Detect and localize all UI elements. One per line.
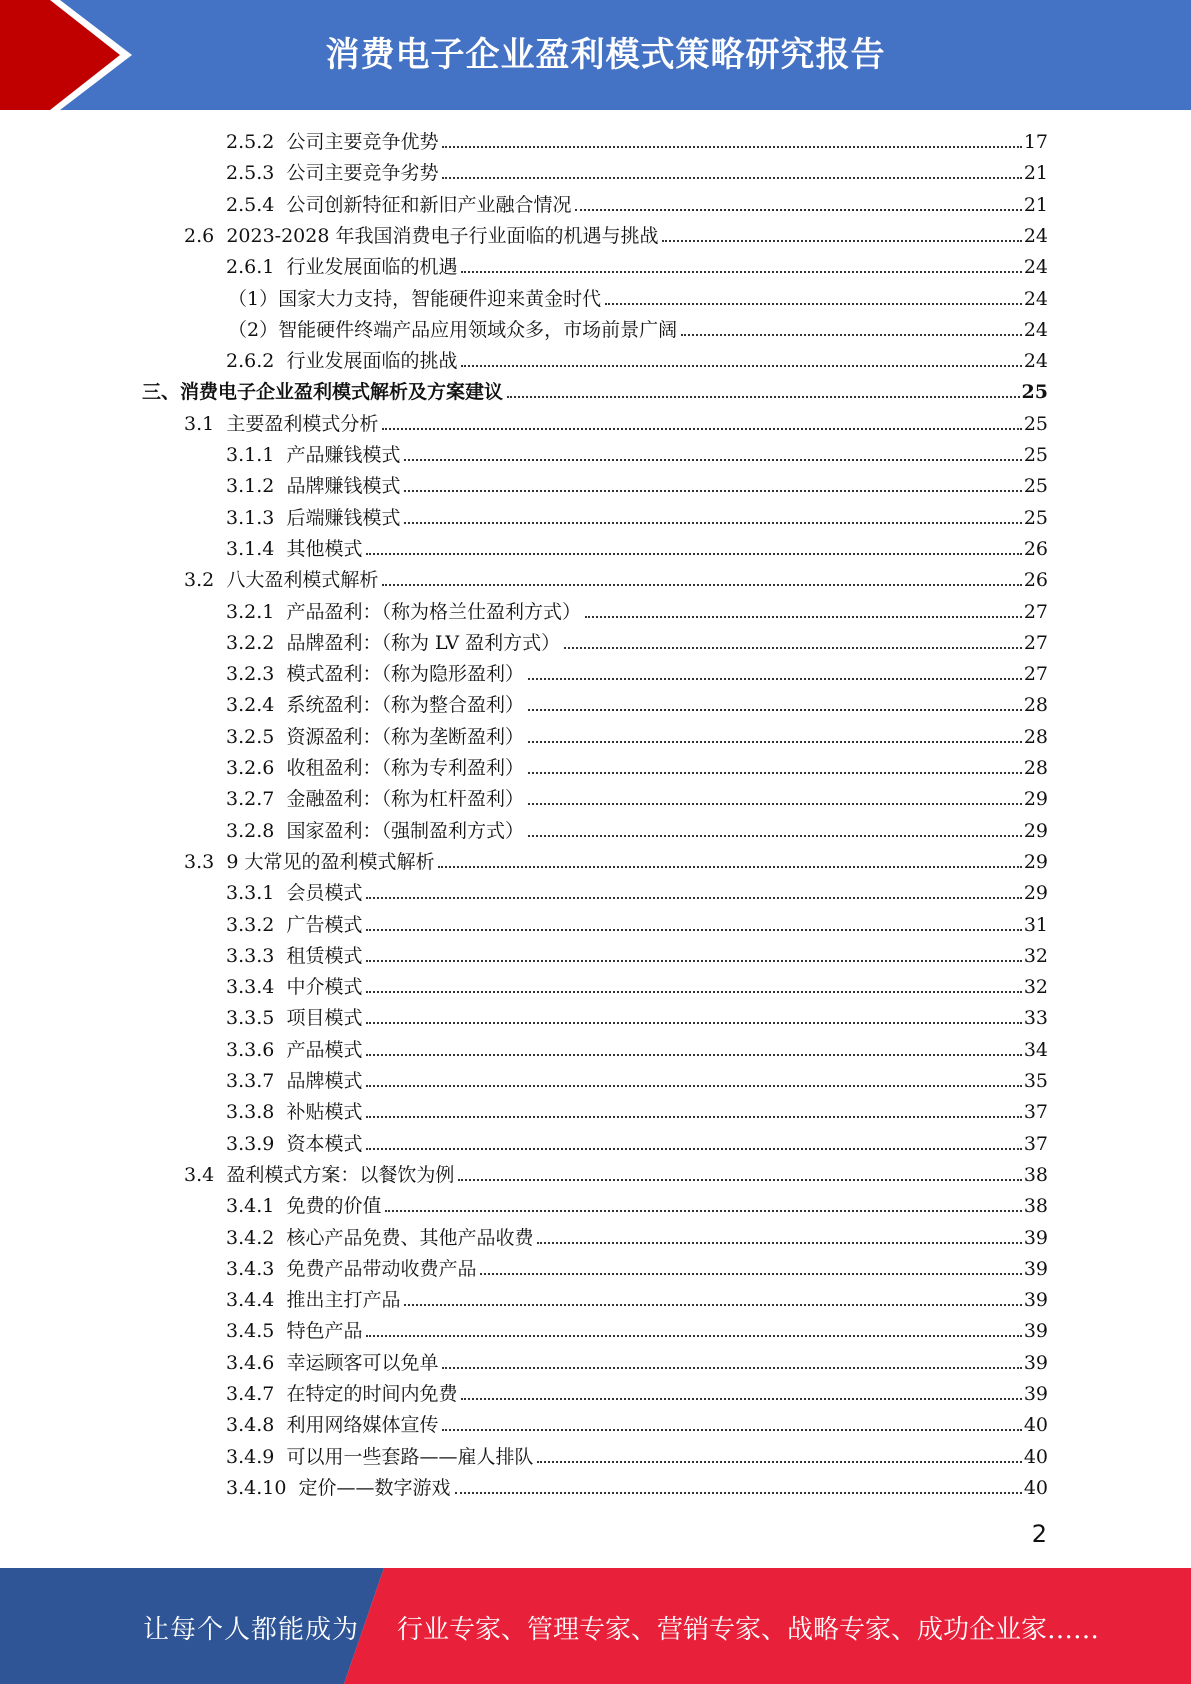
page-header [0,0,1191,110]
toc-entry-page: 37 [1023,1132,1048,1155]
toc-leader-dots [528,741,1022,743]
toc-entry-number: （2） [228,318,279,341]
toc-entry[interactable] [184,565,1048,595]
toc-leader-dots [385,1210,1021,1212]
toc-leader-dots [366,897,1021,899]
toc-entry[interactable] [226,628,1048,658]
toc-entry-page: 24 [1023,318,1048,341]
toc-entry-number: 3.3.1 [226,882,275,905]
toc-entry-page: 28 [1023,757,1048,779]
toc-entry-page: 28 [1023,694,1048,717]
toc-entry[interactable] [226,941,1048,971]
toc-entry-number: 3.3.9 [226,1132,275,1155]
toc-entry-title: 公司主要竞争优势 [286,131,439,153]
toc-entry-number: 3.1.1 [226,444,275,466]
toc-entry-title: 9 大常见的盈利模式解析 [226,850,435,873]
toc-entry-number: 3.2.6 [226,757,275,779]
toc-leader-dots [442,1367,1021,1369]
toc-entry-page: 24 [1023,224,1048,247]
toc-entry[interactable] [226,534,1048,564]
toc-leader-dots [585,616,1022,618]
toc-leader-dots [528,709,1022,711]
toc-entry-title: 广告模式 [286,913,363,936]
toc-entry-title: 后端赚钱模式 [286,506,401,529]
toc-entry[interactable] [184,847,1048,877]
toc-leader-dots [528,835,1022,837]
toc-entry-page: 37 [1023,1101,1048,1124]
toc-entry-title: 收租盈利：（称为专利盈利） [286,757,524,779]
toc-leader-dots [605,303,1022,305]
toc-entry-title: 行业发展面临的挑战 [286,350,458,373]
toc-entry-title: 公司创新特征和新旧产业融合情况 [286,193,572,216]
toc-entry-title: 系统盈利：（称为整合盈利） [286,694,524,717]
report-title: 消费电子企业盈利模式策略研究报告 [325,35,886,75]
toc-leader-dots [366,553,1021,555]
toc-leader-dots [458,1179,1021,1181]
toc-entry-page: 29 [1023,882,1048,905]
toc-entry[interactable] [226,1348,1048,1378]
toc-entry-page: 40 [1023,1476,1048,1499]
toc-entry-page: 32 [1023,976,1048,999]
toc-entry-number: 3.2.1 [226,600,275,623]
toc-entry-number: 3.2.5 [226,725,275,748]
toc-entry-page: 40 [1023,1445,1048,1468]
toc-entry[interactable] [226,1191,1048,1221]
toc-entry-page: 26 [1023,537,1048,560]
toc-entry-number: 3.4.7 [226,1383,275,1405]
toc-leader-dots [366,929,1021,931]
toc-entry-title: 特色产品 [286,1320,363,1343]
toc-entry-page: 39 [1023,1320,1048,1343]
toc-entry-title: 产品盈利：（称为格兰仕盈利方式） [286,600,581,623]
toc-entry[interactable] [226,252,1048,282]
toc-entry-number: 3.4 [184,1163,215,1186]
toc-entry-page: 29 [1023,850,1048,873]
toc-entry[interactable] [226,158,1048,188]
toc-leader-dots [564,647,1022,649]
toc-entry[interactable] [226,1442,1048,1472]
toc-entry-page: 38 [1023,1163,1048,1186]
toc-entry-number: 2.5.2 [226,131,275,153]
toc-entry-number: 3.2.8 [226,819,275,842]
toc-entry-title: 盈利模式方案：以餐饮为例 [226,1163,455,1186]
toc-entry-number: 3.3.8 [226,1101,275,1124]
toc-leader-dots [528,803,1022,805]
toc-entry-page: 27 [1023,631,1048,654]
toc-entry-page: 25 [1023,475,1048,498]
toc-entry-page: 39 [1023,1257,1048,1280]
toc-entry-page: 34 [1023,1038,1048,1061]
toc-leader-dots [537,1242,1021,1244]
toc-entry-number: 3.2.2 [226,631,275,654]
toc-entry[interactable] [226,1223,1048,1253]
toc-entry[interactable] [226,1129,1048,1159]
toc-entry[interactable] [226,1035,1048,1065]
toc-entry-title: 品牌模式 [286,1070,363,1092]
toc-leader-dots [366,960,1021,962]
toc-entry[interactable] [226,1379,1048,1409]
toc-entry[interactable] [226,1097,1048,1127]
toc-leader-dots [382,428,1021,430]
toc-leader-dots [575,209,1021,211]
toc-entry-title: 模式盈利：（称为隐形盈利） [286,663,524,686]
toc-leader-dots [480,1273,1021,1275]
toc-entry[interactable] [228,315,1048,345]
toc-entry[interactable] [184,1160,1048,1190]
toc-leader-dots [382,584,1021,586]
toc-entry[interactable] [226,784,1048,814]
toc-entry-title: 免费产品带动收费产品 [286,1257,477,1280]
toc-entry-title: 补贴模式 [286,1101,363,1124]
toc-entry-number: 3.3.4 [226,976,275,999]
page-footer [0,1568,1191,1684]
toc-entry-number: 3.3.3 [226,944,275,967]
toc-entry-page: 29 [1023,819,1048,842]
toc-entry-title: 消费电子企业盈利模式解析及方案建议 [180,381,504,404]
footer-slogan: 让每个人都能成为 [143,1615,360,1645]
toc-entry-page: 39 [1023,1383,1048,1405]
toc-entry[interactable] [226,1473,1048,1503]
toc-entry-title: 其他模式 [286,537,363,560]
toc-entry-number: 3.1 [184,412,215,435]
toc-entry[interactable] [226,440,1048,470]
toc-leader-dots [366,1054,1021,1056]
toc-entry-title: 中介模式 [286,976,363,999]
toc-entry-page: 31 [1023,913,1048,936]
toc-entry-title: 项目模式 [286,1007,363,1030]
toc-entry-page: 24 [1023,256,1048,279]
toc-entry-title: 八大盈利模式解析 [226,569,379,592]
toc-entry-title: 可以用一些套路——雇人排队 [286,1445,534,1468]
toc-entry[interactable] [226,878,1048,908]
toc-leader-dots [404,459,1021,461]
toc-entry[interactable] [226,1285,1048,1315]
toc-entry[interactable] [226,722,1048,752]
toc-entry-page: 21 [1023,193,1048,216]
toc-entry-title: 2023-2028 年我国消费电子行业面临的机遇与挑战 [226,224,659,247]
toc-entry-page: 27 [1023,600,1048,623]
toc-entry-page: 39 [1023,1351,1048,1374]
toc-entry-title: 在特定的时间内免费 [286,1383,458,1405]
toc-entry-title: 主要盈利模式分析 [226,412,379,435]
toc-entry-page: 26 [1023,569,1048,592]
toc-entry-number: 3.3.5 [226,1007,275,1030]
toc-entry-page: 21 [1023,162,1048,185]
toc-entry-title: 行业发展面临的机遇 [286,256,458,279]
toc-entry-title: 租赁模式 [286,944,363,967]
toc-leader-dots [528,772,1022,774]
toc-entry[interactable] [226,910,1048,940]
toc-entry[interactable] [226,1410,1048,1440]
toc-leader-dots [438,866,1021,868]
toc-entry-title: 智能硬件终端产品应用领域众多，市场前景广阔 [278,318,678,341]
toc-entry-number: 3.2 [184,569,215,592]
toc-leader-dots [681,334,1022,336]
toc-entry-page: 25 [1023,412,1048,435]
toc-entry-number: （1） [228,287,279,310]
toc-entry-title: 定价——数字游戏 [298,1476,451,1499]
toc-entry[interactable] [228,284,1048,314]
toc-entry-title: 公司主要竞争劣势 [286,162,439,185]
toc-entry-page: 38 [1023,1195,1048,1218]
toc-entry-number: 3.2.4 [226,694,275,717]
toc-entry-page: 27 [1023,663,1048,686]
toc-entry-number: 3.1.4 [226,537,275,560]
toc-entry[interactable] [226,972,1048,1002]
toc-entry-number: 3.3.7 [226,1070,275,1092]
toc-entry-title: 产品模式 [286,1038,363,1061]
toc-entry[interactable] [226,1003,1048,1033]
toc-entry[interactable] [226,346,1048,376]
toc-entry-page: 17 [1023,131,1048,153]
toc-entry-number: 2.6.1 [226,256,275,279]
toc-entry[interactable] [226,753,1048,783]
toc-entry-title: 幸运顾客可以免单 [286,1351,439,1374]
toc-entry-number: 2.6.2 [226,350,275,373]
footer-tagline: 行业专家、管理专家、营销专家、战略专家、成功企业家…… [397,1615,1100,1645]
toc-entry-page: 24 [1023,287,1048,310]
toc-leader-dots [366,1022,1021,1024]
toc-leader-dots [537,1461,1021,1463]
toc-entry-number: 3.3 [184,850,215,873]
toc-entry-title: 免费的价值 [286,1195,382,1218]
toc-entry[interactable] [184,409,1048,439]
toc-entry-title: 国家盈利：（强制盈利方式） [286,819,524,842]
page-number: 2 [1031,1520,1047,1548]
toc-leader-dots [366,1335,1021,1337]
toc-entry-title: 推出主打产品 [286,1289,401,1312]
toc-leader-dots [528,678,1022,680]
toc-entry-number: 3.2.7 [226,788,275,811]
toc-entry-title: 品牌盈利：（称为 LV 盈利方式） [286,631,561,654]
toc-entry-page: 39 [1023,1289,1048,1312]
toc-entry-number: 3.4.5 [226,1320,275,1343]
toc-entry[interactable] [226,471,1048,501]
toc-entry[interactable] [226,690,1048,720]
toc-entry-number: 3.2.3 [226,663,275,686]
toc-entry[interactable] [184,221,1048,251]
toc-entry-title: 利用网络媒体宣传 [286,1414,439,1437]
toc-entry-page: 25 [1023,506,1048,529]
toc-entry-title: 品牌赚钱模式 [286,475,401,498]
toc-entry[interactable] [226,503,1048,533]
toc-entry-number: 3.4.1 [226,1195,275,1218]
toc-entry-number: 3.4.3 [226,1257,275,1280]
toc-entry-title: 会员模式 [286,882,363,905]
toc-entry-page: 35 [1023,1070,1048,1092]
toc-entry-number: 3.3.2 [226,913,275,936]
toc-entry-page: 25 [1023,444,1048,466]
toc-entry[interactable] [226,127,1048,157]
toc-entry-number: 3.4.8 [226,1414,275,1437]
toc-entry-number: 2.5.3 [226,162,275,185]
toc-entry-title: 国家大力支持，智能硬件迎来黄金时代 [278,287,602,310]
toc-entry[interactable] [226,190,1048,220]
toc-entry-title: 核心产品免费、其他产品收费 [286,1226,534,1249]
toc-leader-dots [461,1398,1021,1400]
toc-entry-page: 24 [1023,350,1048,373]
toc-entry-page: 32 [1023,944,1048,967]
toc-leader-dots [366,1116,1021,1118]
toc-leader-dots [461,271,1021,273]
toc-entry[interactable] [226,1316,1048,1346]
toc-entry-title: 资本模式 [286,1132,363,1155]
toc-entry[interactable] [142,377,1048,407]
toc-entry-number: 3.4.2 [226,1226,275,1249]
toc-leader-dots [442,177,1021,179]
toc-leader-dots [404,522,1021,524]
toc-leader-dots [366,1085,1021,1087]
toc-entry[interactable] [226,597,1048,627]
toc-entry-number: 2.6 [184,224,215,247]
toc-leader-dots [404,490,1021,492]
toc-entry-title: 资源盈利：（称为垄断盈利） [286,725,524,748]
toc-leader-dots [507,396,1020,398]
toc-entry[interactable] [226,1254,1048,1284]
toc-entry-number: 3.1.3 [226,506,275,529]
toc-entry-number: 3.1.2 [226,475,275,498]
toc-entry-number: 3.4.9 [226,1445,275,1468]
toc-entry-number: 3.3.6 [226,1038,275,1061]
toc-leader-dots [455,1492,1022,1494]
toc-entry[interactable] [226,659,1048,689]
toc-leader-dots [442,146,1021,148]
toc-entry[interactable] [226,816,1048,846]
toc-leader-dots [662,240,1021,242]
toc-leader-dots [461,365,1021,367]
toc-entry-number: 2.5.4 [226,193,275,216]
toc-entry[interactable] [226,1066,1048,1096]
toc-entry-page: 28 [1023,725,1048,748]
toc-leader-dots [366,1148,1021,1150]
toc-entry-number: 三、 [142,381,181,404]
toc-entry-number: 3.4.4 [226,1289,275,1312]
toc-leader-dots [366,991,1021,993]
toc-entry-number: 3.4.10 [226,1476,287,1499]
toc-entry-page: 33 [1023,1007,1048,1030]
toc-entry-page: 39 [1023,1226,1048,1249]
toc-leader-dots [442,1429,1021,1431]
toc-entry-title: 金融盈利：（称为杠杆盈利） [286,788,524,811]
toc-entry-page: 25 [1021,381,1048,404]
toc-entry-number: 3.4.6 [226,1351,275,1374]
toc-entry-page: 29 [1023,788,1048,811]
toc-entry-page: 40 [1023,1414,1048,1437]
toc-leader-dots [404,1304,1021,1306]
toc-entry-title: 产品赚钱模式 [286,444,401,466]
